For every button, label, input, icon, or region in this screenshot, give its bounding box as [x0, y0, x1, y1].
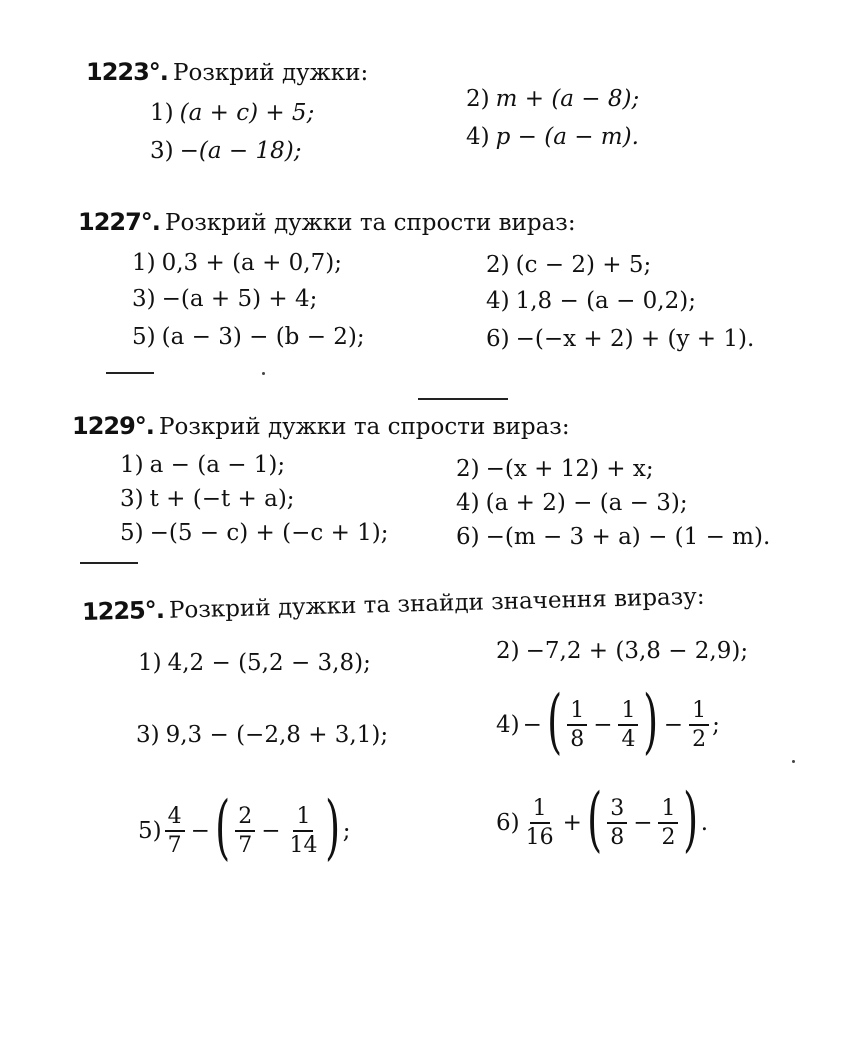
- exercise-item-fraction: 4) − ( $\frac{1}{8}$ − $\frac{1}{4}$ ) − $\frac{1}{2}$ ;: [496, 680, 720, 762]
- exercise-item: 3) −(a − 18);: [150, 138, 302, 164]
- problem-1225-header: [82, 582, 705, 626]
- problem-number: 1223°.: [86, 58, 168, 86]
- exercise-item: 2) −7,2 + (3,8 − 2,9);: [496, 638, 749, 664]
- exercise-item: 4) (a + 2) − (a − 3);: [456, 490, 688, 516]
- expression: −(m − 3 + a) − (1 − m).: [485, 524, 771, 550]
- exercise-item: 4) p − (a − m).: [466, 124, 639, 150]
- expression: −(x + 12) + x;: [485, 456, 654, 482]
- expression: −7,2 + (3,8 − 2,9);: [525, 638, 749, 664]
- problem-title: Розкрий дужки та спрости вираз:: [165, 210, 576, 236]
- exercise-item: 2) m + (a − 8);: [466, 86, 640, 112]
- exercise-item: 1) (a + c) + 5;: [150, 100, 315, 126]
- exercise-item: 1) 0,3 + (a + 0,7);: [132, 250, 342, 276]
- expression: −(a − 18);: [179, 138, 302, 164]
- expression: a − (a − 1);: [149, 452, 286, 478]
- expression: −(5 − c) + (−c + 1);: [149, 520, 389, 546]
- expression: m + (a − 8);: [495, 86, 640, 112]
- fraction: $\frac{1}{4}$: [618, 699, 638, 751]
- expression: (c − 2) + 5;: [515, 252, 652, 278]
- problem-number: 1229°.: [72, 412, 154, 440]
- exercise-item-fraction: 5) $\frac{4}{7}$ − ( $\frac{2}{7}$ − $\frac{1}{14}$ ) ;: [138, 786, 351, 868]
- expression: 9,3 − (−2,8 + 3,1);: [165, 722, 389, 748]
- exercise-item: 2) −(x + 12) + x;: [456, 456, 654, 482]
- exercise-item: 4) 1,8 − (a − 0,2);: [486, 288, 696, 314]
- problem-title: Розкрий дужки та спрости вираз:: [159, 414, 570, 440]
- expression: p − (a − m).: [495, 124, 639, 150]
- problem-1223-header: [86, 58, 368, 86]
- problem-1229-header: [72, 412, 570, 440]
- exercise-item: 3) −(a + 5) + 4;: [132, 286, 318, 312]
- exercise-item: 6) −(−x + 2) + (y + 1).: [486, 326, 755, 352]
- exercise-item: 6) −(m − 3 + a) − (1 − m).: [456, 524, 771, 550]
- left-paren: (: [587, 778, 603, 860]
- right-paren: ): [643, 680, 659, 762]
- divider: [106, 372, 154, 374]
- fraction: $\frac{1}{2}$: [689, 699, 709, 751]
- divider: [418, 398, 508, 400]
- problem-1227-header: [78, 208, 576, 236]
- right-paren: ): [683, 778, 699, 860]
- fraction: $\frac{3}{8}$: [607, 797, 627, 849]
- exercise-item: 2) (c − 2) + 5;: [486, 252, 652, 278]
- fraction: $\frac{1}{14}$: [289, 803, 318, 858]
- right-paren: ): [325, 786, 341, 868]
- speck: [792, 760, 795, 763]
- expression: 4,2 − (5,2 − 3,8);: [167, 650, 371, 676]
- expression: (a + 2) − (a − 3);: [485, 490, 688, 516]
- left-paren: (: [547, 680, 563, 762]
- fraction: $\frac{1}{2}$: [658, 797, 678, 849]
- expression: −(−x + 2) + (y + 1).: [515, 326, 755, 352]
- divider: [80, 562, 138, 564]
- exercise-item: 1) 4,2 − (5,2 − 3,8);: [138, 650, 371, 676]
- expression: (a − 3) − (b − 2);: [161, 324, 365, 350]
- fraction: $\frac{1}{16}$: [525, 795, 554, 850]
- fraction: $\frac{4}{7}$: [165, 805, 185, 857]
- problem-title: Розкрий дужки:: [173, 60, 369, 86]
- expression: (a + c) + 5;: [179, 100, 315, 126]
- exercise-item: 5) −(5 − c) + (−c + 1);: [120, 520, 389, 546]
- speck: [262, 372, 265, 375]
- problem-number: 1225°.: [81, 595, 165, 626]
- exercise-item: 1) a − (a − 1);: [120, 452, 286, 478]
- exercise-item: 3) 9,3 − (−2,8 + 3,1);: [136, 722, 389, 748]
- expression: −(a + 5) + 4;: [161, 286, 318, 312]
- expression: 1,8 − (a − 0,2);: [515, 288, 696, 314]
- problem-number: 1227°.: [78, 208, 160, 236]
- fraction: $\frac{2}{7}$: [235, 805, 255, 857]
- exercise-item-fraction: 6) $\frac{1}{16}$ + ( $\frac{3}{8}$ − $\frac{1}{2}$ ) .: [496, 778, 709, 860]
- exercise-item: 3) t + (−t + a);: [120, 486, 295, 512]
- problem-title: Розкрий дужки та знайди значення виразу:: [168, 583, 705, 624]
- expression: 0,3 + (a + 0,7);: [161, 250, 342, 276]
- left-paren: (: [215, 786, 231, 868]
- exercise-item: 5) (a − 3) − (b − 2);: [132, 324, 365, 350]
- expression: t + (−t + a);: [149, 486, 295, 512]
- fraction: $\frac{1}{8}$: [567, 699, 587, 751]
